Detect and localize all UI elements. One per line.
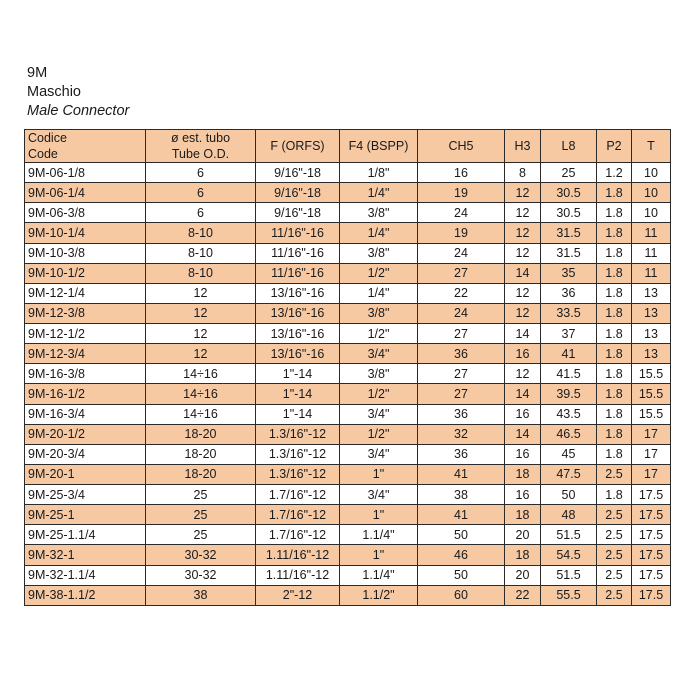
- table-row: [25, 243, 671, 263]
- cell-t: 17.5: [632, 505, 671, 525]
- cell-f-orfs: 2"-12: [256, 585, 340, 605]
- cell-t: 10: [632, 203, 671, 223]
- cell-tube-od: 6: [146, 183, 256, 203]
- cell-tube-od: 8-10: [146, 223, 256, 243]
- table-row: [25, 364, 671, 384]
- cell-ch5: 22: [418, 283, 505, 303]
- table-row: [25, 163, 671, 183]
- cell-code: 9M-16-1/2: [25, 384, 146, 404]
- cell-tube-od: 30-32: [146, 565, 256, 585]
- cell-f4-bspp: 3/8": [340, 243, 418, 263]
- cell-code: 9M-20-1: [25, 464, 146, 484]
- column-header-sublabel: Code: [28, 147, 58, 161]
- cell-f4-bspp: 1.1/4": [340, 525, 418, 545]
- cell-l8: 36: [541, 283, 597, 303]
- cell-f-orfs: 1.7/16"-12: [256, 525, 340, 545]
- table-row: [25, 525, 671, 545]
- cell-code: 9M-06-3/8: [25, 203, 146, 223]
- cell-t: 15.5: [632, 404, 671, 424]
- cell-l8: 35: [541, 263, 597, 283]
- cell-h3: 16: [505, 344, 541, 364]
- cell-f-orfs: 1.7/16"-12: [256, 485, 340, 505]
- column-header-label: Codice: [28, 131, 67, 145]
- cell-h3: 16: [505, 485, 541, 505]
- cell-tube-od: 8-10: [146, 263, 256, 283]
- table-row: [25, 384, 671, 404]
- product-name-italian: Maschio: [27, 84, 81, 100]
- cell-p2: 1.8: [597, 444, 632, 464]
- cell-tube-od: 12: [146, 283, 256, 303]
- product-name-english: Male Connector: [27, 103, 130, 119]
- cell-h3: 12: [505, 303, 541, 323]
- column-header-label: T: [647, 139, 655, 153]
- column-header-label: L8: [561, 139, 576, 153]
- cell-f4-bspp: 1/2": [340, 324, 418, 344]
- column-header-h3: [505, 130, 541, 163]
- cell-t: 13: [632, 344, 671, 364]
- cell-code: 9M-06-1/4: [25, 183, 146, 203]
- cell-code: 9M-12-3/8: [25, 303, 146, 323]
- cell-ch5: 60: [418, 585, 505, 605]
- table-row: [25, 283, 671, 303]
- cell-code: 9M-38-1.1/2: [25, 585, 146, 605]
- cell-p2: 1.8: [597, 263, 632, 283]
- column-header-ch5: [418, 130, 505, 163]
- cell-h3: 12: [505, 283, 541, 303]
- cell-h3: 16: [505, 444, 541, 464]
- column-header-label: F (ORFS): [270, 139, 325, 153]
- cell-f4-bspp: 1.1/2": [340, 585, 418, 605]
- column-header-label: P2: [606, 139, 622, 153]
- cell-ch5: 24: [418, 203, 505, 223]
- cell-h3: 12: [505, 203, 541, 223]
- cell-f4-bspp: 1": [340, 545, 418, 565]
- cell-l8: 50: [541, 485, 597, 505]
- cell-h3: 20: [505, 525, 541, 545]
- cell-t: 17.5: [632, 585, 671, 605]
- cell-ch5: 19: [418, 223, 505, 243]
- cell-t: 11: [632, 223, 671, 243]
- cell-code: 9M-12-3/4: [25, 344, 146, 364]
- cell-p2: 2.5: [597, 565, 632, 585]
- cell-tube-od: 25: [146, 485, 256, 505]
- cell-code: 9M-10-1/4: [25, 223, 146, 243]
- cell-l8: 30.5: [541, 203, 597, 223]
- table-row: [25, 485, 671, 505]
- table-row: [25, 223, 671, 243]
- cell-t: 10: [632, 183, 671, 203]
- cell-f4-bspp: 1": [340, 464, 418, 484]
- table-row: [25, 344, 671, 364]
- cell-code: 9M-25-3/4: [25, 485, 146, 505]
- cell-ch5: 32: [418, 424, 505, 444]
- cell-f-orfs: 1"-14: [256, 364, 340, 384]
- cell-f4-bspp: 1/4": [340, 223, 418, 243]
- cell-code: 9M-20-1/2: [25, 424, 146, 444]
- cell-ch5: 36: [418, 404, 505, 424]
- cell-f-orfs: 1.3/16"-12: [256, 444, 340, 464]
- table-row: [25, 444, 671, 464]
- specification-table: [24, 129, 671, 606]
- cell-h3: 18: [505, 464, 541, 484]
- cell-f-orfs: 11/16"-16: [256, 263, 340, 283]
- column-header-t: [632, 130, 671, 163]
- cell-f-orfs: 13/16"-16: [256, 324, 340, 344]
- cell-code: 9M-12-1/4: [25, 283, 146, 303]
- cell-p2: 1.8: [597, 485, 632, 505]
- column-header-label: F4 (BSPP): [348, 139, 409, 153]
- cell-p2: 1.8: [597, 303, 632, 323]
- cell-l8: 41: [541, 344, 597, 364]
- cell-f-orfs: 9/16"-18: [256, 203, 340, 223]
- table-body: [25, 163, 671, 606]
- cell-p2: 2.5: [597, 505, 632, 525]
- cell-f-orfs: 1.7/16"-12: [256, 505, 340, 525]
- cell-h3: 14: [505, 424, 541, 444]
- cell-t: 17: [632, 444, 671, 464]
- table-row: [25, 565, 671, 585]
- cell-p2: 1.8: [597, 404, 632, 424]
- cell-f4-bspp: 1/4": [340, 183, 418, 203]
- cell-l8: 31.5: [541, 243, 597, 263]
- cell-p2: 1.8: [597, 364, 632, 384]
- cell-h3: 14: [505, 263, 541, 283]
- cell-code: 9M-20-3/4: [25, 444, 146, 464]
- cell-code: 9M-10-3/8: [25, 243, 146, 263]
- cell-p2: 1.8: [597, 324, 632, 344]
- title-block: [27, 64, 129, 121]
- cell-t: 13: [632, 303, 671, 323]
- cell-code: 9M-16-3/8: [25, 364, 146, 384]
- cell-tube-od: 18-20: [146, 444, 256, 464]
- cell-p2: 2.5: [597, 545, 632, 565]
- cell-l8: 46.5: [541, 424, 597, 444]
- table-row: [25, 303, 671, 323]
- cell-ch5: 50: [418, 565, 505, 585]
- column-header-label: ø est. tubo: [170, 131, 231, 145]
- cell-l8: 39.5: [541, 384, 597, 404]
- cell-ch5: 27: [418, 324, 505, 344]
- cell-t: 13: [632, 283, 671, 303]
- cell-p2: 1.8: [597, 183, 632, 203]
- cell-l8: 45: [541, 444, 597, 464]
- cell-code: 9M-25-1: [25, 505, 146, 525]
- cell-f-orfs: 11/16"-16: [256, 223, 340, 243]
- cell-ch5: 36: [418, 344, 505, 364]
- cell-ch5: 24: [418, 243, 505, 263]
- cell-tube-od: 18-20: [146, 424, 256, 444]
- cell-p2: 2.5: [597, 464, 632, 484]
- cell-h3: 12: [505, 223, 541, 243]
- cell-code: 9M-12-1/2: [25, 324, 146, 344]
- cell-l8: 43.5: [541, 404, 597, 424]
- cell-l8: 31.5: [541, 223, 597, 243]
- cell-ch5: 46: [418, 545, 505, 565]
- cell-h3: 12: [505, 243, 541, 263]
- cell-l8: 51.5: [541, 525, 597, 545]
- table-row: [25, 404, 671, 424]
- cell-tube-od: 8-10: [146, 243, 256, 263]
- cell-tube-od: 25: [146, 525, 256, 545]
- cell-tube-od: 14÷16: [146, 404, 256, 424]
- cell-ch5: 19: [418, 183, 505, 203]
- cell-ch5: 38: [418, 485, 505, 505]
- cell-p2: 1.8: [597, 223, 632, 243]
- cell-t: 10: [632, 163, 671, 183]
- cell-ch5: 27: [418, 384, 505, 404]
- cell-f-orfs: 1.11/16"-12: [256, 545, 340, 565]
- cell-l8: 33.5: [541, 303, 597, 323]
- cell-p2: 1.2: [597, 163, 632, 183]
- cell-l8: 54.5: [541, 545, 597, 565]
- cell-code: 9M-32-1.1/4: [25, 565, 146, 585]
- cell-f-orfs: 1"-14: [256, 404, 340, 424]
- cell-t: 13: [632, 324, 671, 344]
- cell-l8: 30.5: [541, 183, 597, 203]
- cell-p2: 1.8: [597, 424, 632, 444]
- cell-tube-od: 30-32: [146, 545, 256, 565]
- cell-p2: 1.8: [597, 283, 632, 303]
- column-header-p2: [597, 130, 632, 163]
- cell-ch5: 27: [418, 263, 505, 283]
- cell-p2: 1.8: [597, 203, 632, 223]
- column-header-f4-bspp: [340, 130, 418, 163]
- cell-t: 17.5: [632, 485, 671, 505]
- cell-l8: 25: [541, 163, 597, 183]
- cell-f4-bspp: 3/4": [340, 444, 418, 464]
- column-header-label: H3: [514, 139, 531, 153]
- cell-p2: 2.5: [597, 525, 632, 545]
- cell-tube-od: 14÷16: [146, 364, 256, 384]
- cell-ch5: 41: [418, 505, 505, 525]
- cell-f-orfs: 13/16"-16: [256, 344, 340, 364]
- cell-ch5: 16: [418, 163, 505, 183]
- cell-t: 15.5: [632, 364, 671, 384]
- cell-f4-bspp: 1/4": [340, 283, 418, 303]
- cell-l8: 41.5: [541, 364, 597, 384]
- cell-tube-od: 6: [146, 163, 256, 183]
- cell-f-orfs: 13/16"-16: [256, 283, 340, 303]
- cell-l8: 47.5: [541, 464, 597, 484]
- cell-h3: 14: [505, 324, 541, 344]
- cell-ch5: 27: [418, 364, 505, 384]
- cell-tube-od: 6: [146, 203, 256, 223]
- cell-ch5: 50: [418, 525, 505, 545]
- table-header-row: [25, 130, 671, 163]
- cell-t: 17: [632, 424, 671, 444]
- cell-f4-bspp: 1/2": [340, 263, 418, 283]
- column-header-sublabel: Tube O.D.: [171, 147, 230, 161]
- cell-f-orfs: 9/16"-18: [256, 163, 340, 183]
- cell-f-orfs: 13/16"-16: [256, 303, 340, 323]
- table-row: [25, 585, 671, 605]
- cell-h3: 18: [505, 505, 541, 525]
- cell-p2: 1.8: [597, 384, 632, 404]
- cell-t: 17: [632, 464, 671, 484]
- cell-code: 9M-32-1: [25, 545, 146, 565]
- table-row: [25, 183, 671, 203]
- cell-p2: 1.8: [597, 344, 632, 364]
- cell-l8: 37: [541, 324, 597, 344]
- cell-h3: 14: [505, 384, 541, 404]
- cell-f4-bspp: 1/2": [340, 424, 418, 444]
- cell-tube-od: 38: [146, 585, 256, 605]
- cell-l8: 48: [541, 505, 597, 525]
- cell-f-orfs: 1.11/16"-12: [256, 565, 340, 585]
- cell-code: 9M-06-1/8: [25, 163, 146, 183]
- cell-t: 17.5: [632, 565, 671, 585]
- cell-ch5: 41: [418, 464, 505, 484]
- cell-h3: 22: [505, 585, 541, 605]
- cell-l8: 51.5: [541, 565, 597, 585]
- cell-tube-od: 12: [146, 324, 256, 344]
- cell-h3: 12: [505, 364, 541, 384]
- cell-f4-bspp: 3/8": [340, 364, 418, 384]
- cell-tube-od: 12: [146, 344, 256, 364]
- cell-f4-bspp: 1.1/4": [340, 565, 418, 585]
- cell-f4-bspp: 1": [340, 505, 418, 525]
- cell-f-orfs: 9/16"-18: [256, 183, 340, 203]
- cell-t: 11: [632, 243, 671, 263]
- column-header-l8: [541, 130, 597, 163]
- cell-tube-od: 12: [146, 303, 256, 323]
- cell-f-orfs: 1"-14: [256, 384, 340, 404]
- cell-tube-od: 14÷16: [146, 384, 256, 404]
- cell-l8: 55.5: [541, 585, 597, 605]
- table-row: [25, 545, 671, 565]
- column-header-f-orfs: [256, 130, 340, 163]
- table-row: [25, 324, 671, 344]
- cell-p2: 2.5: [597, 585, 632, 605]
- cell-f4-bspp: 3/8": [340, 303, 418, 323]
- cell-f-orfs: 1.3/16"-12: [256, 424, 340, 444]
- table-row: [25, 424, 671, 444]
- cell-f-orfs: 11/16"-16: [256, 243, 340, 263]
- cell-h3: 18: [505, 545, 541, 565]
- cell-h3: 8: [505, 163, 541, 183]
- column-header-label: CH5: [448, 139, 474, 153]
- cell-ch5: 24: [418, 303, 505, 323]
- column-header-tube-od: [146, 130, 256, 163]
- cell-tube-od: 25: [146, 505, 256, 525]
- cell-f-orfs: 1.3/16"-12: [256, 464, 340, 484]
- cell-t: 17.5: [632, 525, 671, 545]
- cell-f4-bspp: 3/4": [340, 485, 418, 505]
- cell-ch5: 36: [418, 444, 505, 464]
- cell-h3: 12: [505, 183, 541, 203]
- cell-f4-bspp: 3/8": [340, 203, 418, 223]
- cell-p2: 1.8: [597, 243, 632, 263]
- column-header-code: [25, 130, 146, 163]
- cell-code: 9M-16-3/4: [25, 404, 146, 424]
- cell-t: 11: [632, 263, 671, 283]
- product-code-title: 9M: [27, 65, 48, 81]
- table-row: [25, 464, 671, 484]
- cell-t: 15.5: [632, 384, 671, 404]
- cell-t: 17.5: [632, 545, 671, 565]
- cell-code: 9M-10-1/2: [25, 263, 146, 283]
- cell-f4-bspp: 1/8": [340, 163, 418, 183]
- table-row: [25, 505, 671, 525]
- cell-f4-bspp: 1/2": [340, 384, 418, 404]
- cell-h3: 20: [505, 565, 541, 585]
- cell-f4-bspp: 3/4": [340, 404, 418, 424]
- cell-code: 9M-25-1.1/4: [25, 525, 146, 545]
- table-row: [25, 203, 671, 223]
- table-row: [25, 263, 671, 283]
- cell-h3: 16: [505, 404, 541, 424]
- cell-tube-od: 18-20: [146, 464, 256, 484]
- cell-f4-bspp: 3/4": [340, 344, 418, 364]
